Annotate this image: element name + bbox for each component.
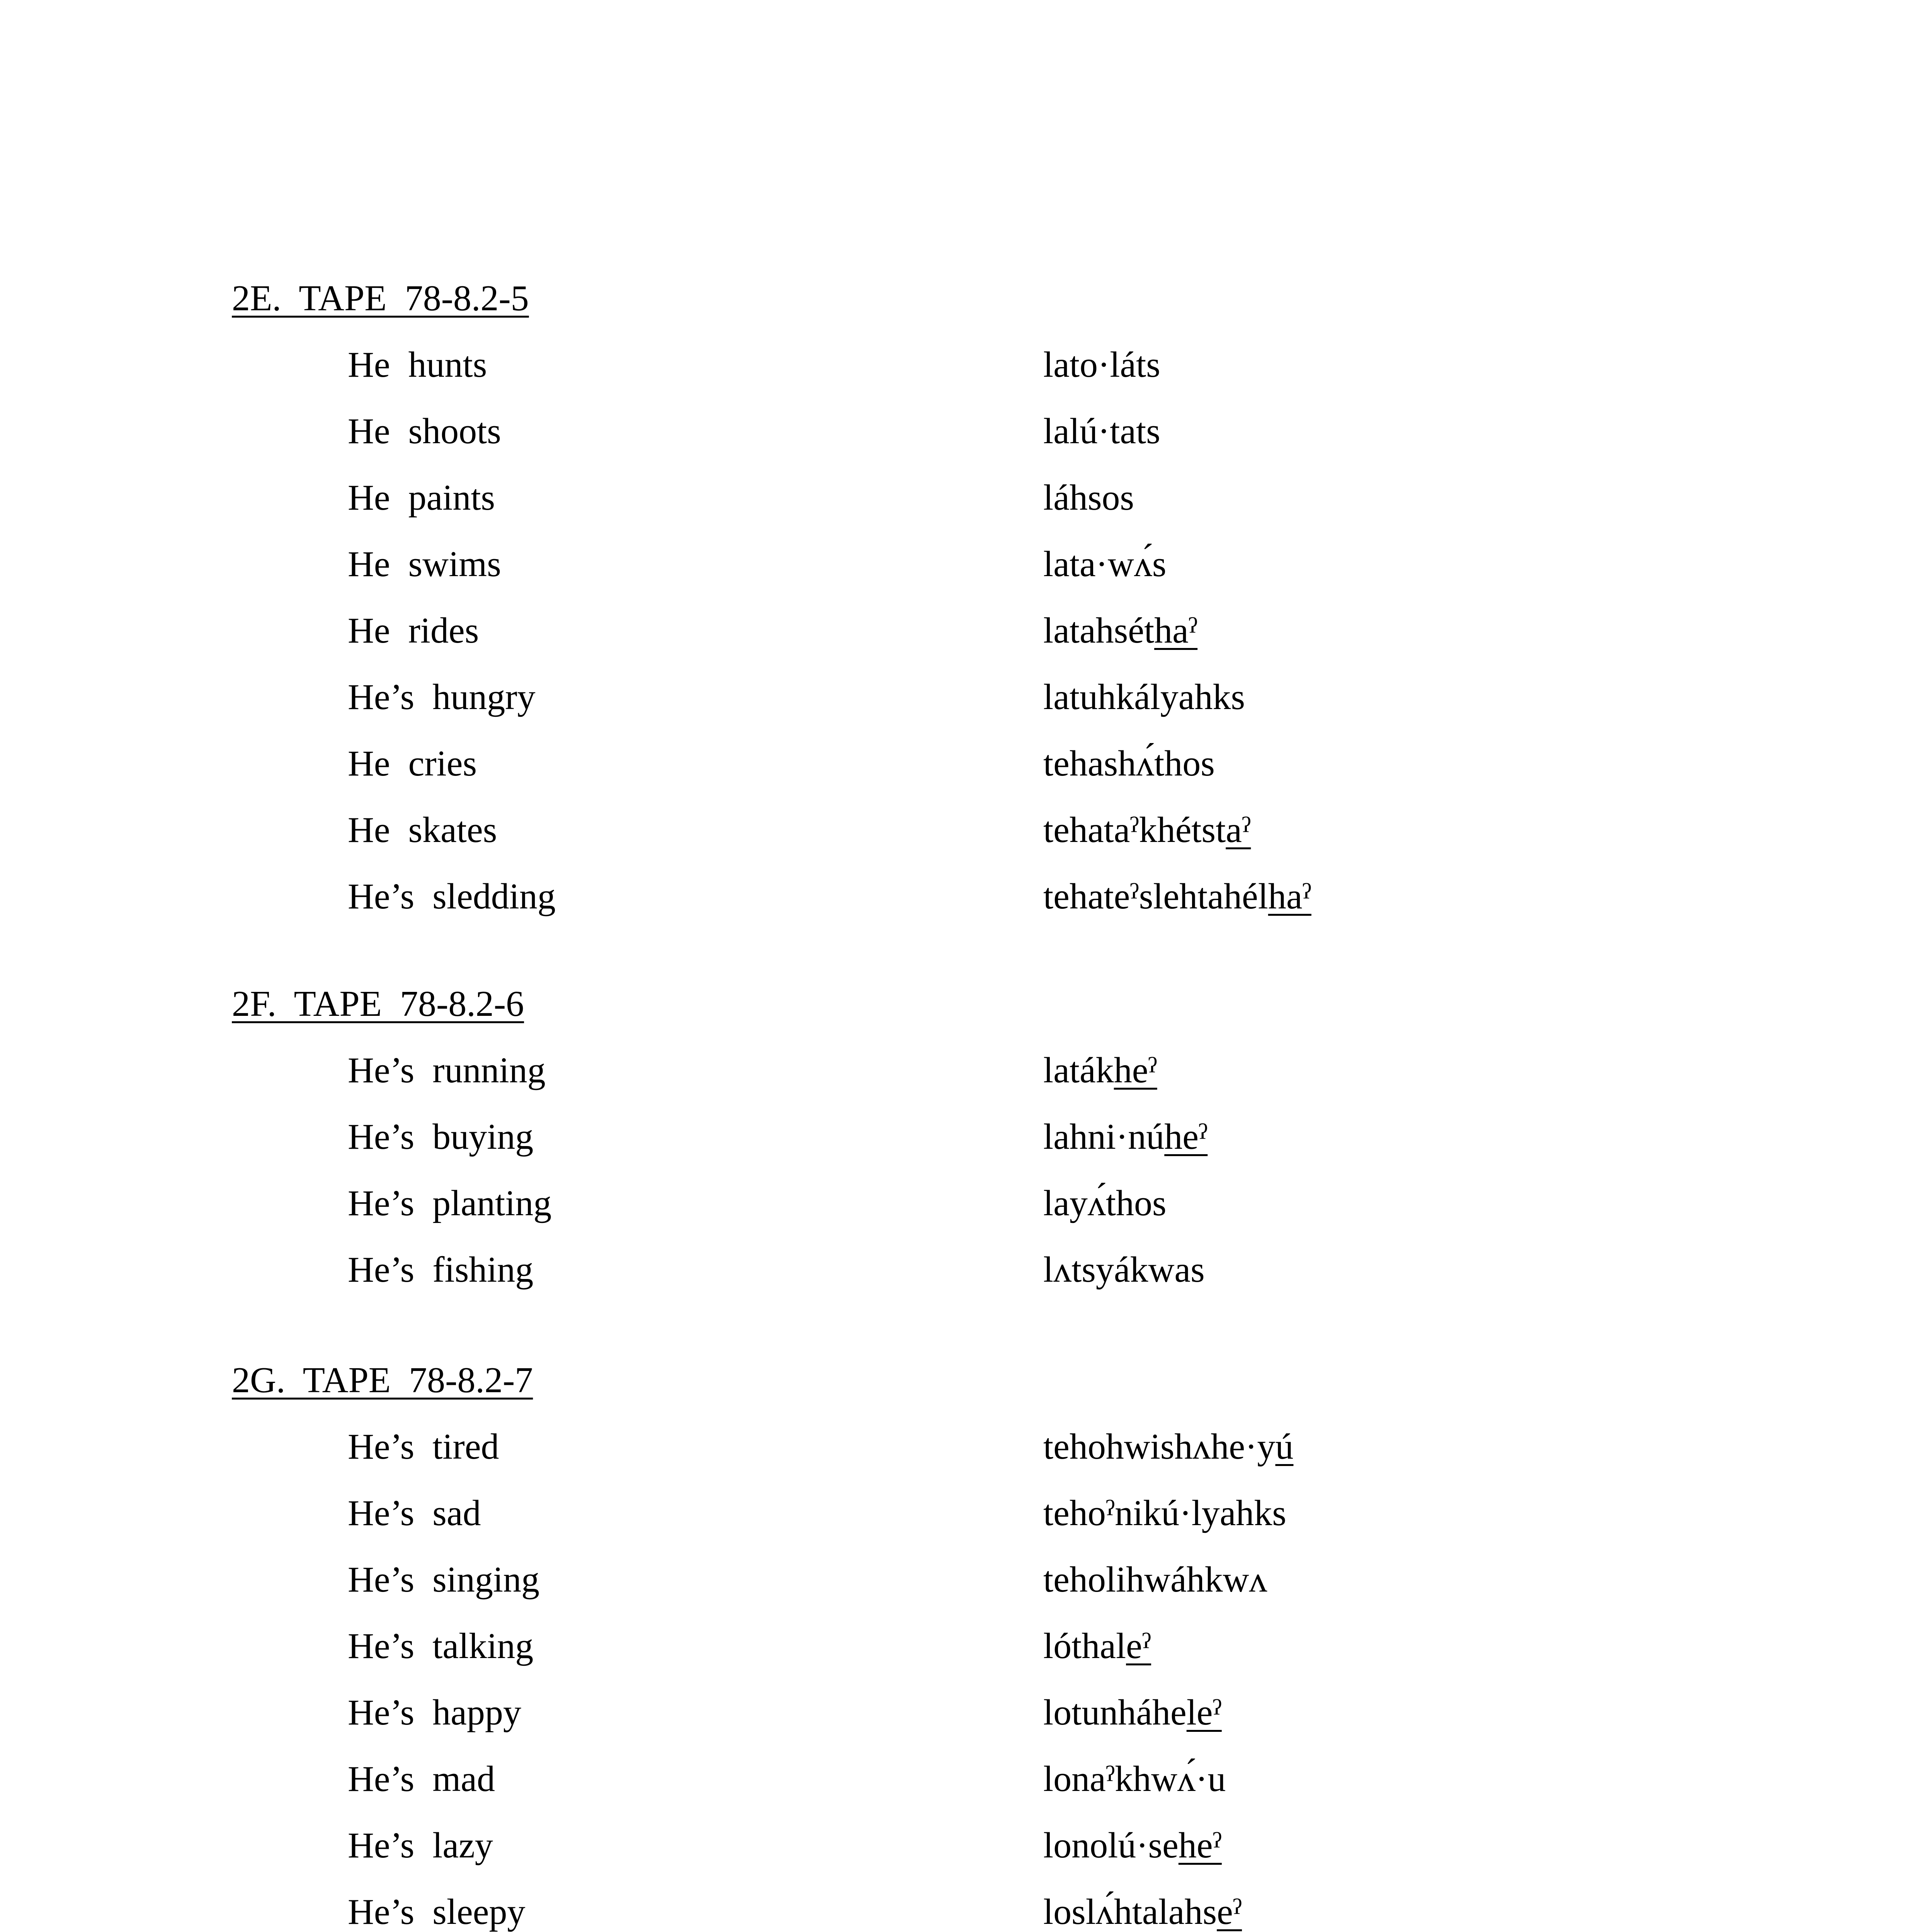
native-word <box>1043 1689 1222 1736</box>
vocab-list <box>0 1423 1932 1932</box>
word-segment: lonaˀkhwʌ́·u <box>1043 1759 1226 1799</box>
native-word <box>1043 541 1166 587</box>
underlined-segment: heˀ <box>1114 1050 1157 1090</box>
english-gloss: He’s happy <box>348 1692 522 1733</box>
english-gloss: He paints <box>348 478 495 518</box>
english-gloss: He’s tired <box>348 1427 499 1467</box>
vocab-row <box>0 807 1932 873</box>
underlined-segment: eˀ <box>1217 1892 1242 1932</box>
word-segment: laták <box>1043 1050 1114 1090</box>
english-gloss: He’s hungry <box>348 677 536 717</box>
vocab-row <box>0 541 1932 607</box>
word-segment: lóthal <box>1043 1626 1126 1666</box>
word-segment: latuhkályahks <box>1043 677 1245 717</box>
vocab-list <box>0 1047 1932 1313</box>
word-segment: tehoˀnikú·lyahks <box>1043 1493 1286 1533</box>
english-gloss: He shoots <box>348 411 501 451</box>
underlined-segment: aˀ <box>1226 810 1251 850</box>
word-segment: lata·wʌ́s <box>1043 544 1167 584</box>
english-gloss: He hunts <box>348 345 487 385</box>
native-word <box>1043 1623 1151 1669</box>
english-gloss: He’s singing <box>348 1560 540 1600</box>
vocab-row <box>0 474 1932 541</box>
native-word <box>1043 1114 1208 1160</box>
word-segment: lalú·tats <box>1043 411 1160 451</box>
word-segment: tehateˀslehtahél <box>1043 876 1268 917</box>
underlined-segment: heˀ <box>1164 1117 1208 1157</box>
native-word <box>1043 607 1197 654</box>
english-gloss: He’s lazy <box>348 1825 493 1866</box>
english-gloss: He’s sleepy <box>348 1892 526 1932</box>
word-segment: loslʌ́htalahs <box>1043 1892 1217 1932</box>
vocab-row <box>0 873 1932 940</box>
native-word <box>1043 1490 1286 1536</box>
vocab-row <box>0 1180 1932 1247</box>
native-word <box>1043 674 1245 720</box>
vocab-row <box>0 1114 1932 1180</box>
english-gloss: He’s sledding <box>348 876 556 917</box>
vocab-row <box>0 740 1932 807</box>
vocab-row <box>0 1556 1932 1623</box>
vocab-row <box>0 342 1932 408</box>
native-word <box>1043 740 1215 787</box>
word-segment: teholihwáhkwʌ <box>1043 1560 1267 1600</box>
word-segment: tehataˀkhétst <box>1043 810 1226 850</box>
english-gloss: He’s mad <box>348 1759 495 1799</box>
word-segment: tehashʌ́thos <box>1043 743 1215 784</box>
word-segment: lʌtsyákwas <box>1043 1250 1205 1290</box>
english-gloss: He’s buying <box>348 1117 534 1157</box>
word-segment: lonolú·se <box>1043 1825 1179 1866</box>
underlined-segment: leˀ <box>1186 1692 1222 1733</box>
vocab-row <box>0 1889 1932 1932</box>
english-gloss: He cries <box>348 743 477 784</box>
word-segment: lato·láts <box>1043 345 1160 385</box>
underlined-segment: haˀ <box>1268 876 1311 917</box>
english-gloss: He’s planting <box>348 1183 552 1223</box>
vocab-row <box>0 1047 1932 1114</box>
vocab-row <box>0 1689 1932 1756</box>
vocab-row <box>0 1423 1932 1490</box>
native-word <box>1043 1756 1226 1802</box>
word-segment: tehohwishʌhe·y <box>1043 1427 1276 1467</box>
native-word <box>1043 1047 1157 1094</box>
english-gloss: He swims <box>348 544 501 584</box>
english-gloss: He’s sad <box>348 1493 481 1533</box>
vocab-row <box>0 607 1932 674</box>
section-heading: 2E. TAPE 78-8.2-5 <box>232 278 529 318</box>
underlined-segment: eˀ <box>1126 1626 1151 1666</box>
english-gloss: He’s running <box>348 1050 546 1090</box>
native-word <box>1043 474 1134 521</box>
native-word <box>1043 1180 1167 1226</box>
native-word <box>1043 342 1160 388</box>
english-gloss: He’s talking <box>348 1626 534 1666</box>
vocab-row <box>0 408 1932 474</box>
english-gloss: He rides <box>348 611 479 651</box>
english-gloss: He’s fishing <box>348 1250 534 1290</box>
section-heading: 2F. TAPE 78-8.2-6 <box>232 984 524 1024</box>
word-segment: láhsos <box>1043 478 1134 518</box>
vocab-list <box>0 342 1932 940</box>
native-word <box>1043 807 1251 853</box>
native-word <box>1043 408 1160 454</box>
section-heading: 2G. TAPE 78-8.2-7 <box>232 1360 533 1400</box>
underlined-segment: heˀ <box>1178 1825 1222 1866</box>
native-word <box>1043 1556 1267 1603</box>
native-word <box>1043 1247 1205 1293</box>
native-word <box>1043 873 1311 920</box>
english-gloss: He skates <box>348 810 497 850</box>
vocab-row <box>0 1822 1932 1889</box>
native-word <box>1043 1423 1293 1470</box>
vocab-row <box>0 1247 1932 1313</box>
underlined-segment: haˀ <box>1154 611 1198 651</box>
vocab-row <box>0 1756 1932 1822</box>
word-segment: lotunháhe <box>1043 1692 1187 1733</box>
native-word <box>1043 1822 1222 1869</box>
vocab-row <box>0 1623 1932 1689</box>
word-segment: lahni·nú <box>1043 1117 1165 1157</box>
vocab-row <box>0 674 1932 740</box>
underlined-segment: ú <box>1275 1427 1294 1467</box>
word-segment: latahsét <box>1043 611 1155 651</box>
native-word <box>1043 1889 1242 1932</box>
vocab-row <box>0 1490 1932 1556</box>
word-segment: layʌ́thos <box>1043 1183 1167 1223</box>
